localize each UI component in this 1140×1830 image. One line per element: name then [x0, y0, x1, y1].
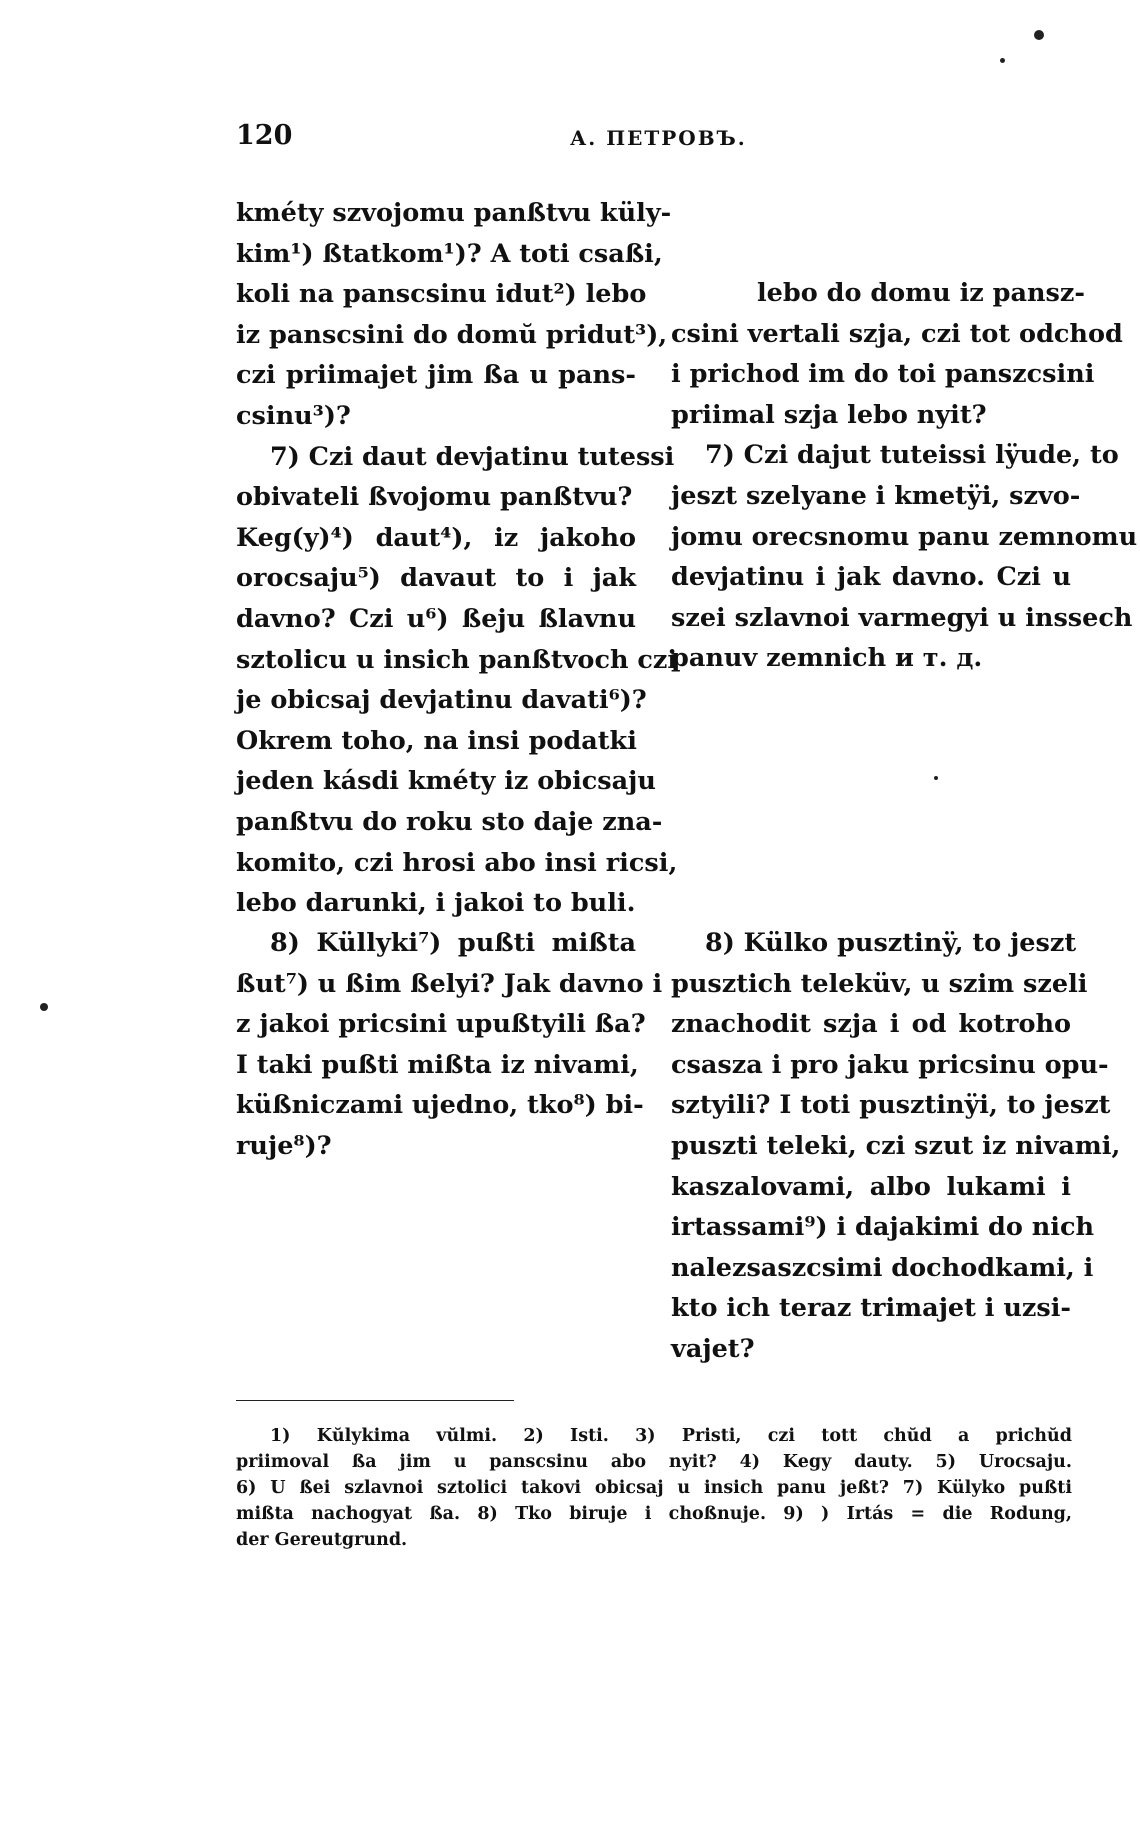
text-line: szei szlavnoi varmegyi u inssech	[671, 602, 1133, 633]
left-column-text	[236, 193, 678, 924]
text-line: davno? Czi u⁶) ßeju ßlavnu	[236, 603, 636, 634]
text-line: panuv zemnich и т. д.	[671, 643, 983, 674]
text-line: jomu orecsnomu panu zemnomu	[671, 521, 1138, 552]
footnote-line: 6) U ßei szlavnoi sztolici takovi obicsaj u insich panu jeßt? 7) Külyko pußti	[236, 1478, 1072, 1498]
scan-speck	[934, 776, 938, 780]
text-line: nalezsaszcsimi dochodkami, i	[671, 1252, 1094, 1283]
text-line: Okrem toho, na insi podatki	[236, 725, 637, 756]
text-line: kaszalovami, albo lukami i	[671, 1171, 1071, 1202]
text-line: czi priimajet jim ßa u pans-	[236, 360, 636, 391]
text-line: z jakoi pricsini upußtyili ßa?	[236, 1009, 646, 1040]
text-line: lebo do domu iz pansz-	[757, 278, 1085, 308]
footnote-line: priimoval ßa jim u panscsinu abo nyit? 4) Kegy dauty. 5) Urocsaju.	[236, 1452, 1072, 1472]
text-line: irtassami⁹) i dajakimi do nich	[671, 1212, 1095, 1243]
text-line: orocsaju⁵) davaut to i jak	[236, 563, 636, 594]
text-line: ruje⁸)?	[236, 1130, 332, 1161]
text-line: sztolicu u insich panßtvoch czi	[236, 644, 678, 675]
text-line: devjatinu i jak davno. Czi u	[671, 562, 1071, 593]
footnote-line: 1) Kŭlykima vŭlmi. 2) Isti. 3) Pristi, czi tott chŭd a prichŭd	[270, 1426, 1072, 1446]
footnote-divider	[236, 1400, 514, 1401]
text-line: 8) Külko pusztinÿ, to jeszt	[705, 928, 1077, 958]
text-line: 7) Czi daut devjatinu tutessi	[270, 441, 675, 472]
text-line: jeden kásdi kméty iz obicsaju	[236, 766, 656, 797]
text-line: I taki pußti mißta iz nivami,	[236, 1049, 639, 1080]
text-line: kim¹) ßtatkom¹)? A toti csaßi,	[236, 238, 663, 269]
text-line: priimal szja lebo nyit?	[671, 399, 987, 430]
text-line: sztyili? I toti pusztinÿi, to jeszt	[671, 1090, 1111, 1121]
text-line: Keg(y)⁴) daut⁴), iz jakoho	[236, 522, 636, 553]
scan-speck	[40, 1003, 48, 1011]
text-line: puszti teleki, czi szut iz nivami,	[671, 1130, 1121, 1161]
text-line: küßniczami ujedno, tko⁸) bi-	[236, 1090, 644, 1121]
text-line: jeszt szelyane i kmetÿi, szvo-	[671, 480, 1081, 511]
text-line: csini vertali szja, czi tot odchod	[671, 318, 1123, 349]
text-line: znachodit szja i od kotroho	[671, 1009, 1071, 1040]
text-line: panßtvu do roku sto daje zna-	[236, 806, 663, 837]
right-column-paragraph-8	[671, 923, 1121, 1370]
running-title: А. ПЕТРОВЪ.	[570, 126, 747, 150]
scan-speck	[1000, 58, 1005, 63]
running-head	[236, 120, 1070, 160]
right-column-text	[671, 273, 1138, 679]
text-line: kto ich teraz trimajet i uzsi-	[671, 1293, 1072, 1324]
text-line: csinu³)?	[236, 400, 351, 431]
text-line: koli na panscsinu idut²) lebo	[236, 279, 647, 310]
text-line: pusztich teleküv, u szim szeli	[671, 968, 1088, 999]
text-line: i prichod im do toi panszcsini	[671, 359, 1095, 390]
text-line: iz panscsini do domŭ pridut³),	[236, 319, 668, 350]
text-line: obivateli ßvojomu panßtvu?	[236, 482, 633, 513]
text-line: komito, czi hrosi abo insi ricsi,	[236, 847, 678, 878]
footnote-line: der Gereutgrund.	[236, 1530, 408, 1550]
text-line: 8) Küllyki⁷) pußti mißta	[270, 928, 636, 958]
footnote-line: mißta nachogyat ßa. 8) Tko biruje i choßnuje. 9) ) Irtás = die Rodung,	[236, 1504, 1072, 1524]
page-number: 120	[236, 120, 293, 151]
text-line: csasza i pro jaku pricsinu opu-	[671, 1049, 1109, 1080]
text-line: 7) Czi dajut tuteissi lÿude, to	[705, 440, 1119, 471]
text-line: vajet?	[671, 1333, 755, 1364]
text-line: je obicsaj devjatinu davati⁶)?	[236, 685, 647, 716]
text-line: ßut⁷) u ßim ßelyi? Jak davno i	[236, 968, 663, 999]
text-line: kméty szvojomu panßtvu küly-	[236, 198, 672, 228]
text-line: lebo darunki, i jakoi to buli.	[236, 888, 636, 919]
scan-speck	[1034, 30, 1044, 40]
footnotes	[236, 1423, 1072, 1553]
left-column-paragraph-8	[236, 923, 663, 1167]
